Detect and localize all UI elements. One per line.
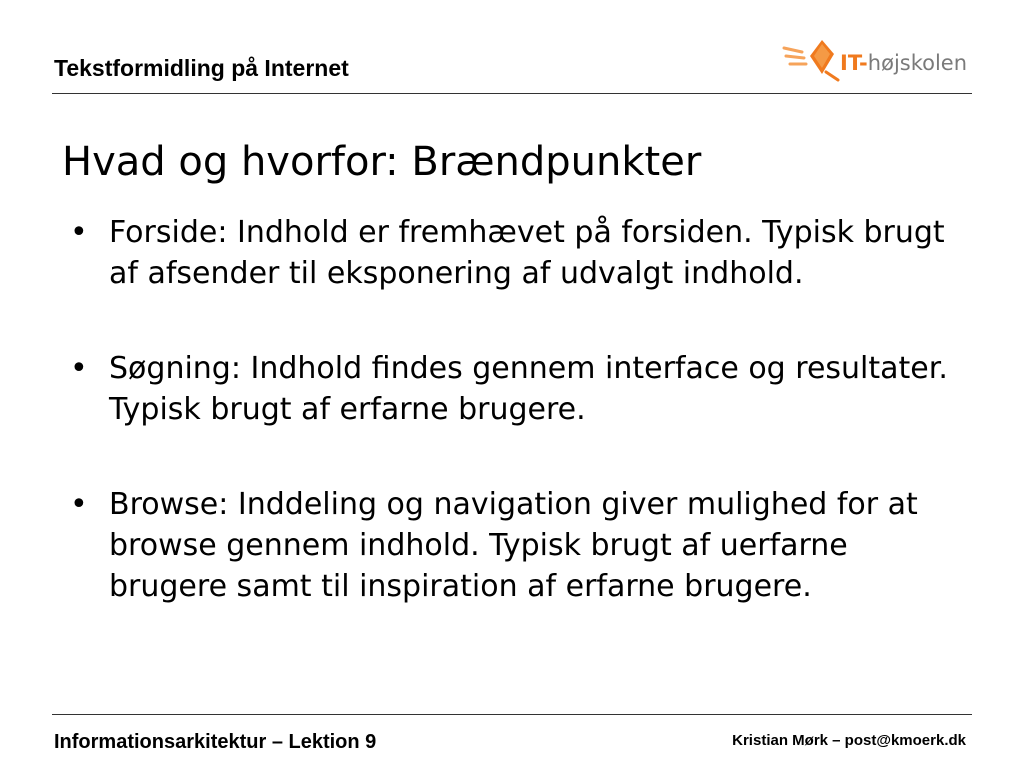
bullet-dot: • bbox=[70, 487, 88, 522]
footer-divider bbox=[52, 714, 972, 715]
bullet-text: Browse: Inddeling og navigation giver mulighed for at browse gennem indhold. Typisk brugt af uerfarne brugere samt til inspiration af erfarne brugere. bbox=[109, 487, 918, 604]
logo-wordmark-prefix: IT- bbox=[840, 51, 868, 75]
bullet-text: Forside: Indhold er fremhævet på forsiden. Typisk brugt af afsender til eksponering af udvalgt indhold. bbox=[109, 215, 945, 291]
slide-title: Hvad og hvorfor: Brændpunkter bbox=[62, 139, 702, 185]
footer-author-label: Kristian Mørk – post@kmoerk.dk bbox=[732, 732, 966, 749]
header-title: Tekstformidling på Internet bbox=[54, 55, 349, 81]
it-hojskolen-logo bbox=[782, 34, 974, 84]
bullet-dot: • bbox=[70, 351, 88, 386]
header-divider bbox=[52, 93, 972, 94]
logo-wordmark-suffix: højskolen bbox=[867, 51, 968, 75]
bullet-list bbox=[70, 212, 950, 607]
logo-wordmark bbox=[840, 50, 967, 76]
bullet-text: Søgning: Indhold findes gennem interface og resultater. Typisk brugt af erfarne brugere. bbox=[109, 351, 948, 427]
bullet-dot: • bbox=[70, 215, 88, 250]
bullet-item-forside bbox=[70, 212, 950, 294]
bullet-item-browse bbox=[70, 484, 950, 607]
logo-star-icon bbox=[782, 34, 842, 84]
bullet-item-soegning bbox=[70, 348, 950, 430]
footer-course-label: Informationsarkitektur – Lektion 9 bbox=[54, 731, 377, 753]
